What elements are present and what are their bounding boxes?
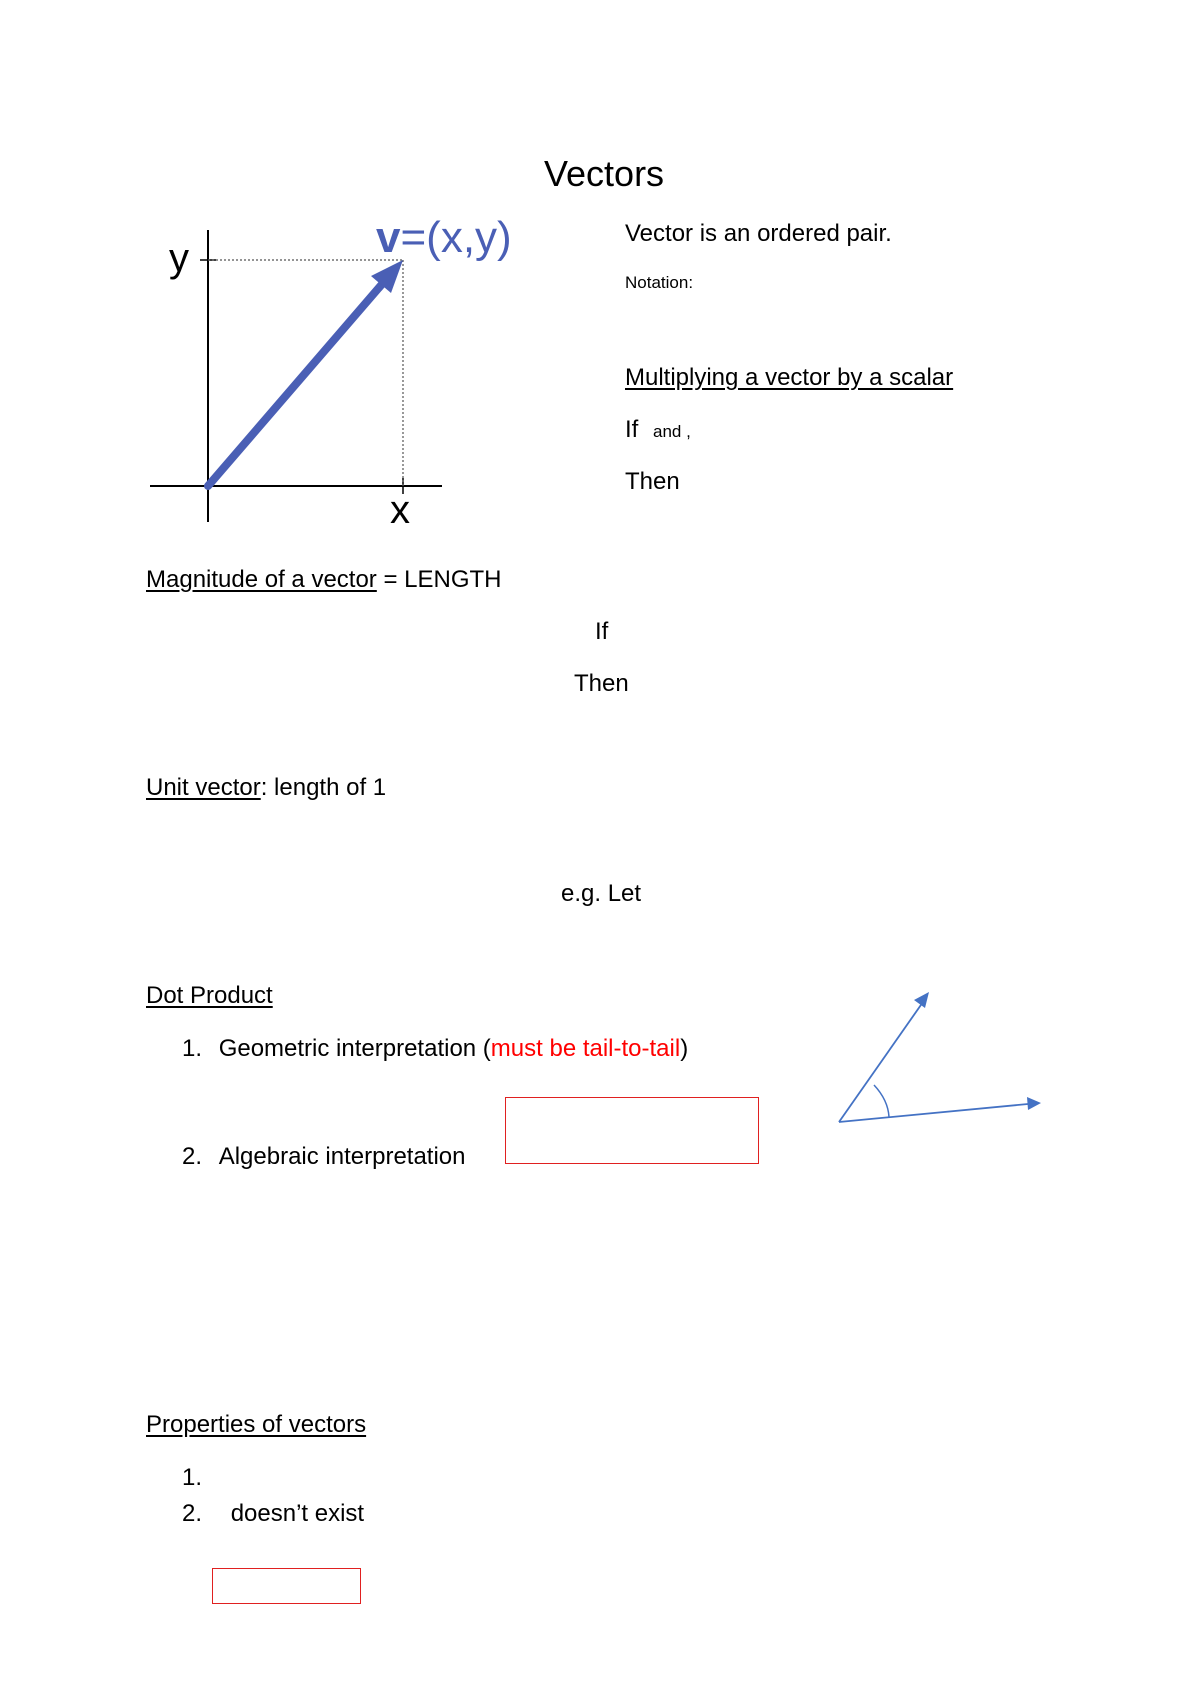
dot-arrow-2 [839,1104,1028,1122]
vector-formula-rest: =(x,y) [400,213,512,262]
scalar-if-line [625,418,691,442]
angle-arc-icon [874,1085,889,1117]
magnitude-line [146,568,502,592]
properties-formula-box [212,1568,361,1604]
magnitude-if: If [595,618,609,645]
dot-item-1-text [219,1035,689,1062]
properties-item-2-text: doesn’t exist [230,1500,365,1527]
vector-arrow-shaft [208,283,383,486]
dot-item-1 [182,1037,688,1061]
vector-formula [376,213,512,262]
dot-arrowhead-2-icon [1027,1097,1041,1110]
dot-item-1-close: ) [680,1035,689,1062]
scalar-if-word: If [625,416,639,443]
unit-vector-rest: : length of 1 [260,774,387,801]
scalar-heading: Multiplying a vector by a scalar [625,364,954,391]
scalar-and-word: and , [653,422,691,441]
properties-item-2 [182,1502,364,1526]
diagram-x-label: x [390,488,410,532]
dot-item-1-label: Geometric interpretation ( [218,1035,491,1062]
vector-definition: Vector is an ordered pair. [625,220,892,247]
vector-formula-bold: v [376,213,401,262]
dot-product-heading: Dot Product [146,982,273,1009]
properties-item-2-number: 2. [182,1500,203,1527]
magnitude-then: Then [574,670,629,697]
dot-item-1-warning: must be tail-to-tail [490,1035,681,1062]
properties-item-1: 1. [182,1464,203,1491]
unit-example: e.g. Let [561,880,642,907]
magnitude-heading: Magnitude of a vector [146,566,377,593]
dot-arrow-1 [839,1002,923,1122]
properties-heading: Properties of vectors [146,1411,367,1438]
page-title: Vectors [544,153,665,194]
unit-vector-line [146,776,386,800]
scalar-then: Then [625,468,680,495]
dot-item-2 [182,1145,466,1169]
dot-item-1-number: 1. [182,1035,203,1062]
unit-vector-heading: Unit vector [146,774,261,801]
notation-label: Notation: [625,273,694,292]
diagram-y-label: y [169,236,189,280]
magnitude-rest: = LENGTH [376,566,502,593]
dot-formula-box [505,1097,759,1164]
dot-item-2-number: 2. [182,1143,203,1170]
dot-item-2-text: Algebraic interpretation [218,1143,466,1170]
